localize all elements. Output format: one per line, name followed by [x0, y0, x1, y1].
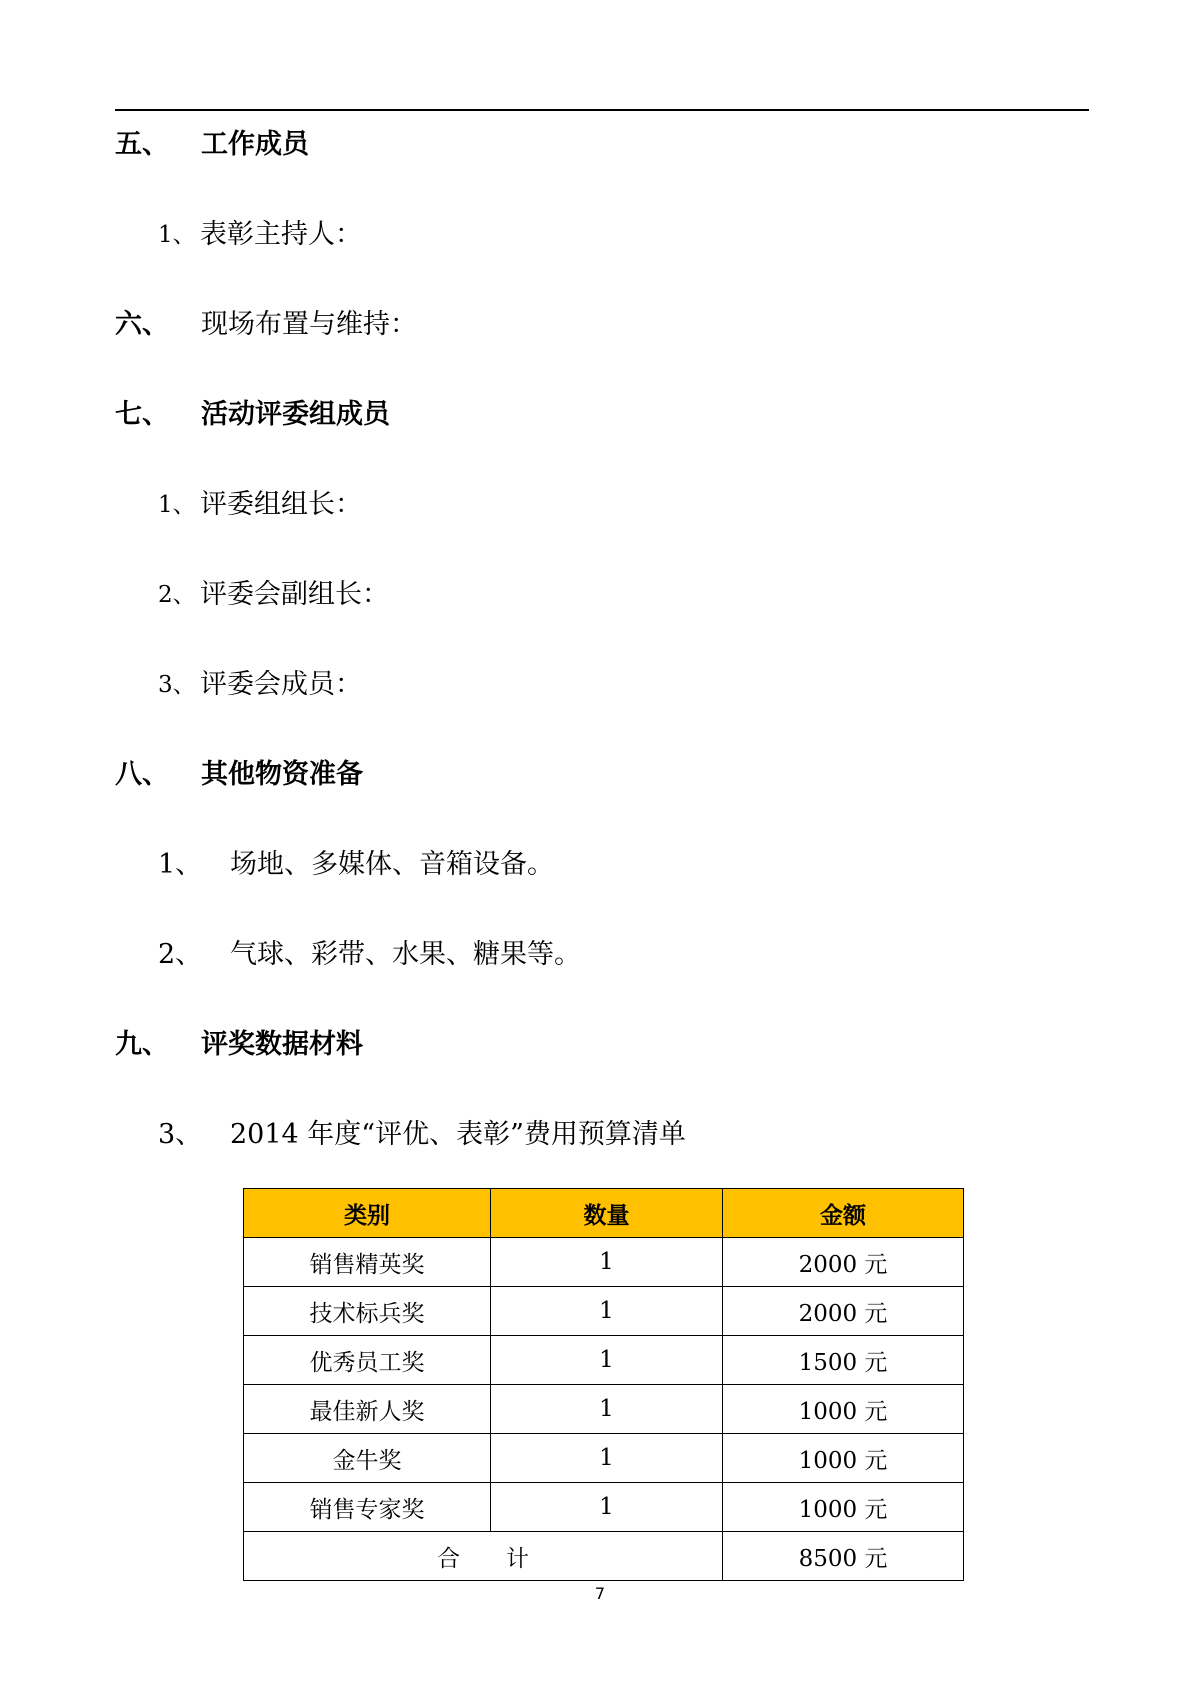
cell-category: 销售精英奖 — [244, 1238, 491, 1287]
section-title: 其他物资准备 — [201, 759, 363, 790]
cell-amount: 1000 元 — [723, 1483, 964, 1532]
item-text: 表彰主持人： — [200, 219, 362, 250]
cell-category: 销售专家奖 — [244, 1483, 491, 1532]
table-row — [244, 1385, 964, 1434]
item-number: 1、 — [158, 492, 196, 518]
column-header-amount: 金额 — [723, 1189, 964, 1238]
section-number: 七、 — [115, 399, 169, 430]
section-title: 评奖数据材料 — [201, 1029, 363, 1060]
cell-amount: 2000 元 — [723, 1238, 964, 1287]
cell-quantity: 1 — [491, 1238, 723, 1287]
section-title: 活动评委组成员 — [201, 399, 390, 430]
header-rule — [115, 109, 1089, 111]
cell-quantity: 1 — [491, 1287, 723, 1336]
section-number: 五、 — [115, 129, 169, 160]
item-number: 1、 — [158, 849, 203, 880]
item-number: 1、 — [158, 222, 196, 248]
item-text: 评委会副组长： — [200, 579, 389, 610]
cell-category: 最佳新人奖 — [244, 1385, 491, 1434]
page-number: 7 — [594, 1584, 606, 1603]
table-row — [244, 1287, 964, 1336]
total-value: 8500 元 — [723, 1532, 964, 1581]
table-total-row — [244, 1532, 964, 1581]
item-text: 场地、多媒体、音箱设备。 — [230, 849, 554, 880]
cell-amount: 1000 元 — [723, 1434, 964, 1483]
item-number: 3、 — [158, 672, 196, 698]
cell-quantity: 1 — [491, 1434, 723, 1483]
column-header-category: 类别 — [244, 1189, 491, 1238]
table-row — [244, 1483, 964, 1532]
item-number: 2、 — [158, 582, 196, 608]
table-header-row — [244, 1189, 964, 1238]
section-number: 六、 — [115, 309, 169, 340]
section-number: 八、 — [115, 759, 169, 790]
cell-category: 技术标兵奖 — [244, 1287, 491, 1336]
budget-table — [243, 1188, 964, 1581]
item-text: 2014 年度“评优、表彰”费用预算清单 — [230, 1119, 686, 1150]
cell-category: 优秀员工奖 — [244, 1336, 491, 1385]
table-row — [244, 1434, 964, 1483]
table-row — [244, 1336, 964, 1385]
item-text: 气球、彩带、水果、糖果等。 — [230, 939, 581, 970]
cell-quantity: 1 — [491, 1336, 723, 1385]
section-number: 九、 — [115, 1029, 169, 1060]
item-number: 3、 — [158, 1119, 203, 1150]
section-title: 现场布置与维持： — [201, 309, 417, 340]
item-text: 评委会成员： — [200, 669, 362, 700]
cell-quantity: 1 — [491, 1483, 723, 1532]
table-row — [244, 1238, 964, 1287]
cell-amount: 1000 元 — [723, 1385, 964, 1434]
item-number: 2、 — [158, 939, 203, 970]
cell-quantity: 1 — [491, 1385, 723, 1434]
item-text: 评委组组长： — [200, 489, 362, 520]
cell-category: 金牛奖 — [244, 1434, 491, 1483]
cell-amount: 1500 元 — [723, 1336, 964, 1385]
section-title: 工作成员 — [201, 129, 309, 160]
cell-amount: 2000 元 — [723, 1287, 964, 1336]
column-header-quantity: 数量 — [491, 1189, 723, 1238]
total-label: 合 计 — [244, 1532, 723, 1581]
